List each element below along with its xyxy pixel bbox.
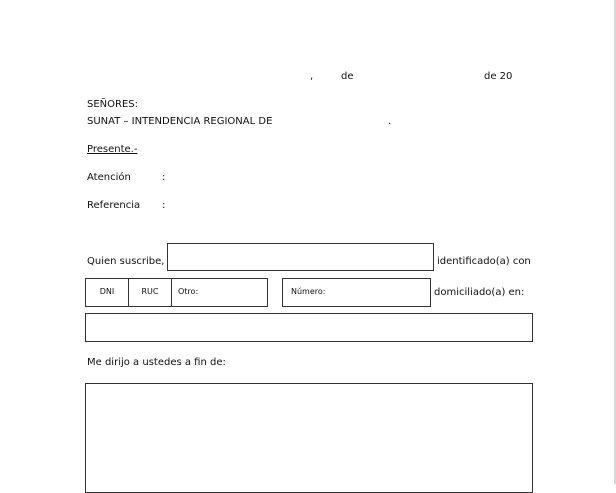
date-comma: ,: [310, 71, 314, 82]
numero-field[interactable]: [282, 278, 431, 307]
date-de-label: de: [341, 71, 354, 82]
addressee-title: SEÑORES:: [87, 99, 139, 110]
atencion-colon: :: [162, 172, 166, 183]
otro-field[interactable]: Otro:: [171, 279, 267, 306]
addressee-intendencia: SUNAT – INTENDENCIA REGIONAL DE: [87, 116, 273, 127]
numero-label: Número:: [291, 287, 326, 296]
address-field[interactable]: [85, 313, 533, 342]
signer-name-field[interactable]: [167, 243, 434, 271]
greeting: Presente.-: [87, 144, 138, 155]
ruc-option[interactable]: RUC: [128, 279, 171, 306]
dni-option[interactable]: DNI: [99, 287, 115, 296]
purpose-field[interactable]: [85, 383, 533, 493]
referencia-colon: :: [162, 200, 166, 211]
signer-suffix: identificado(a) con: [437, 256, 531, 267]
addressee-period: .: [388, 116, 392, 127]
id-type-group: [85, 278, 268, 307]
purpose-label: Me dirijo a ustedes a fin de:: [87, 357, 226, 368]
atencion-label: Atención: [87, 172, 131, 183]
referencia-label: Referencia: [87, 200, 141, 211]
signer-prefix: Quien suscribe,: [87, 256, 165, 267]
address-label: domiciliado(a) en:: [434, 287, 525, 298]
date-year-prefix: de 20: [484, 71, 513, 82]
